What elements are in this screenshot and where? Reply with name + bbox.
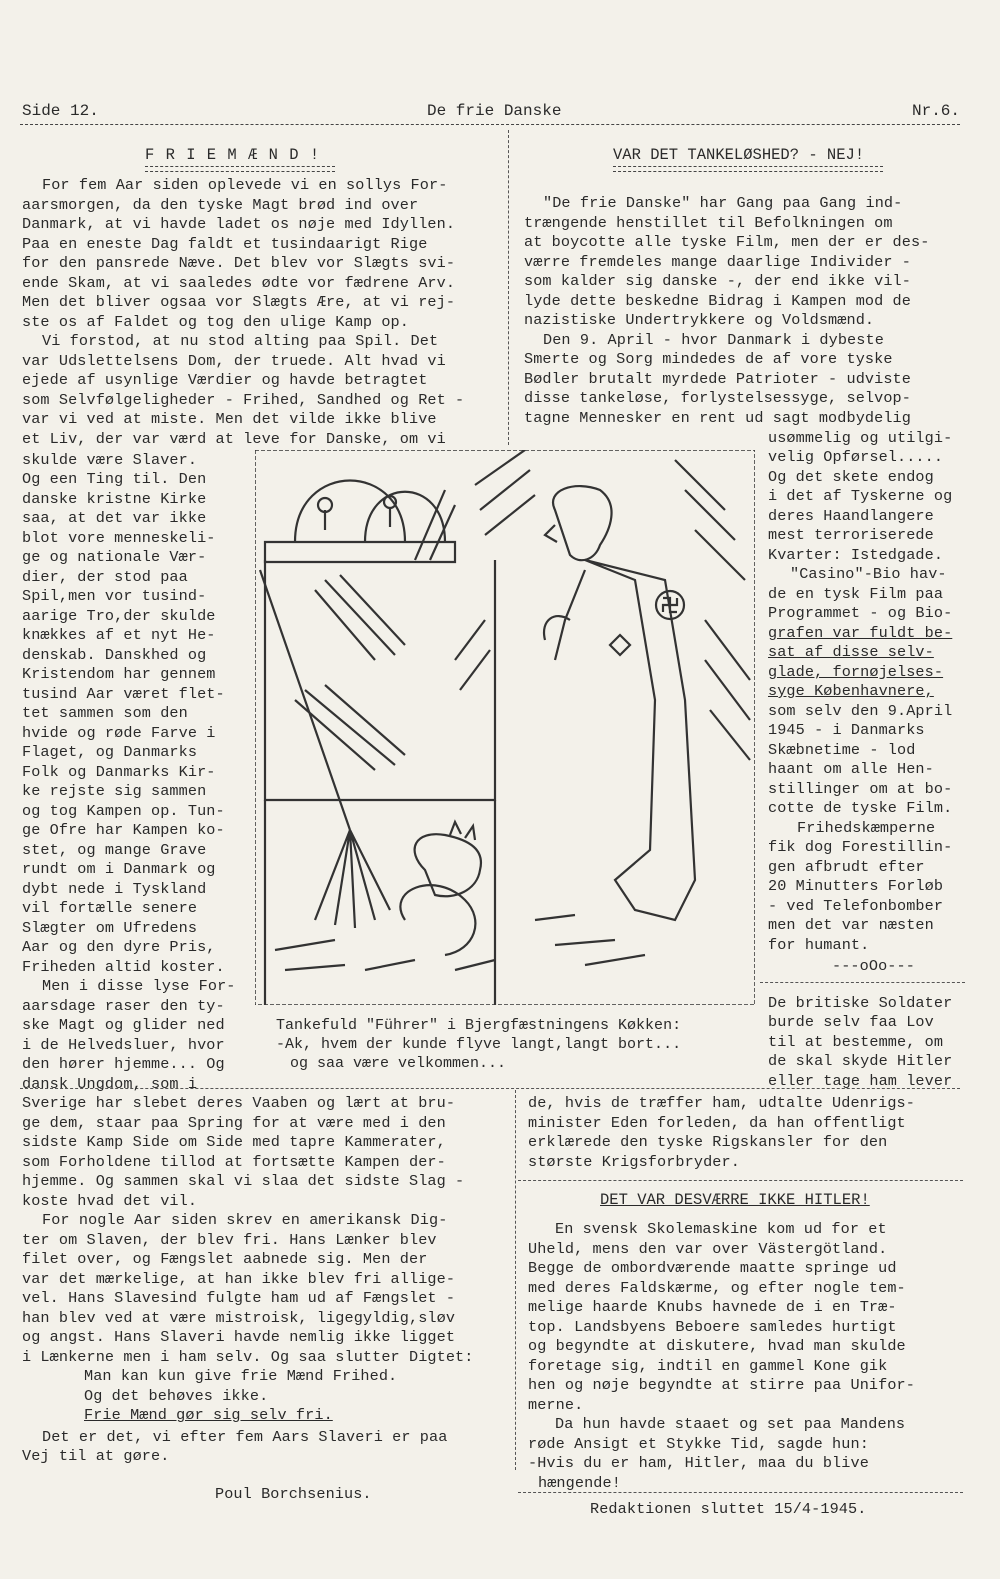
text-line: top. Landsbyens Beboere samledes hurtigt: [528, 1318, 897, 1336]
cartoon-caption: og saa være velkommen...: [290, 1055, 507, 1072]
text-line: -Hvis du er ham, Hitler, maa du blive: [528, 1454, 869, 1472]
text-line: for humant.: [768, 936, 870, 954]
text-line: 20 Minutters Forløb: [768, 877, 944, 895]
text-line: saa, at det var ikke: [22, 509, 207, 527]
text-line: Det er det, vi efter fem Aars Slaveri er paa: [42, 1428, 448, 1446]
text-line: Og een Ting til. Den: [22, 470, 207, 488]
text-line: ske Magt og glider ned: [22, 1016, 225, 1034]
text-line: danske kristne Kirke: [22, 490, 207, 508]
text-line: som kalder sig danske -, der end ikke vil-: [524, 272, 911, 290]
article-title-ikke-hitler: DET VAR DESVÆRRE IKKE HITLER!: [600, 1191, 870, 1209]
text-line: melige haarde Knubs havnede de i en Træ-: [528, 1298, 897, 1316]
text-line: de skal skyde Hitler: [768, 1052, 953, 1070]
text-line: burde selv faa Lov: [768, 1013, 934, 1031]
text-line: Danmark, at vi havde ladet os nøje med Idyllen.: [22, 215, 456, 233]
end-mark: ---oOo---: [832, 957, 915, 975]
text-line: i det af Tyskerne og: [768, 487, 953, 505]
text-line: Folk og Danmarks Kir-: [22, 763, 216, 781]
text-line: som selv den 9.April: [768, 702, 953, 720]
text-line: Kristendom har gennem: [22, 665, 216, 683]
column-divider: [508, 130, 509, 445]
text-line: For fem Aar siden oplevede vi en sollys For-: [42, 176, 448, 194]
text-line: dybt nede i Tyskland: [22, 880, 207, 898]
text-line: Slægter om Ufredens: [22, 919, 198, 937]
text-line: knækkes af et nyt He-: [22, 626, 216, 644]
text-line: cotte de tyske Film.: [768, 799, 953, 817]
text-line: dansk Ungdom, som i: [22, 1075, 198, 1093]
text-line: tet sammen som den: [22, 704, 188, 722]
text-line: Vej til at gøre.: [22, 1447, 170, 1465]
text-line: Og det skete endog: [768, 468, 934, 486]
text-line: for den pansrede Næve. Det blev vor Slægts svi-: [22, 254, 456, 272]
text-line: aarsdage raser den ty-: [22, 997, 225, 1015]
text-line: stet, og mange Grave: [22, 841, 207, 859]
text-line: de, hvis de træffer ham, udtalte Udenrigs-: [528, 1094, 915, 1112]
text-line: sidste Kamp Side om Side med tapre Kammerater,: [22, 1133, 446, 1151]
text-line: foretage sig, indtil en gammel Kone gik: [528, 1357, 888, 1375]
text-line: de en tysk Film paa: [768, 585, 944, 603]
text-line: lyde dette beskedne Bidrag i Kampen mod de: [524, 292, 911, 310]
poem-line: Og det behøves ikke.: [84, 1387, 269, 1405]
text-line: grafen var fuldt be-: [768, 624, 953, 642]
editorial-closing-date: Redaktionen sluttet 15/4-1945.: [590, 1500, 867, 1518]
text-line: "Casino"-Bio hav-: [790, 565, 947, 583]
text-line: og begyndte at diskutere, hvad man skulde: [528, 1337, 906, 1355]
text-line: vil fortælle senere: [22, 899, 198, 917]
text-line: at boycotte alle tyske Film, men der er des-: [524, 233, 930, 251]
text-line: Da hun havde staaet og set paa Mandens: [555, 1415, 906, 1433]
text-line: glade, fornøjelses-: [768, 663, 944, 681]
text-line: mest terroriserede: [768, 526, 934, 544]
text-line: og tog Kampen op. Tun-: [22, 802, 225, 820]
text-line: rundt om i Danmark og: [22, 860, 216, 878]
text-line: hjemme. Og sammen skal vi slaa det sidste Slag -: [22, 1172, 465, 1190]
text-line: var det mærkelige, at han ikke blev fri allige-: [22, 1270, 456, 1288]
text-line: Den 9. April - hvor Danmark i dybeste: [543, 331, 884, 349]
text-line: sat af disse selv-: [768, 643, 934, 661]
text-line: fik dog Forestillin-: [768, 838, 953, 856]
text-line: denskab. Danskhed og: [22, 646, 207, 664]
text-line: største Krigsforbryder.: [528, 1153, 740, 1171]
text-line: et Liv, der var værd at leve for Danske, om vi: [22, 430, 446, 448]
text-line: hvide og røde Farve i: [22, 724, 216, 742]
poem-line: Man kan kun give frie Mænd Frihed.: [84, 1367, 398, 1385]
text-line: Uheld, mens den var over Västergötland.: [528, 1240, 888, 1258]
page-number: Side 12.: [22, 102, 99, 120]
text-line: "De frie Danske" har Gang paa Gang ind-: [543, 194, 903, 212]
text-line: aarige Tro,der skulde: [22, 607, 216, 625]
text-line: ejede af usynlige Værdier og havde betragtet: [22, 371, 428, 389]
text-line: erklærede den tyske Rigskansler for den: [528, 1133, 888, 1151]
text-line: Kvarter: Istedgade.: [768, 546, 944, 564]
text-line: var Udslettelsens Dom, der truede. Alt hvad vi: [22, 352, 446, 370]
text-line: Men det bliver ogsaa vor Slægts Ære, at vi rej-: [22, 293, 456, 311]
text-line: trængende henstillet til Befolkningen om: [524, 214, 893, 232]
text-line: ter om Slaven, der blev fri. Hans Lænker blev: [22, 1231, 437, 1249]
text-line: og angst. Hans Slaveri havde nemlig ikke ligget: [22, 1328, 456, 1346]
text-line: hængende!: [538, 1474, 621, 1492]
text-line: tagne Mennesker en rent ud sagt modbydelig: [524, 409, 911, 427]
cartoon-illustration: [255, 450, 755, 1005]
text-line: ende Skam, at vi saaledes ødte vor fædrene Arv.: [22, 274, 456, 292]
text-line: Programmet - og Bio-: [768, 604, 953, 622]
text-line: haant om alle Hen-: [768, 760, 934, 778]
text-line: skulde være Slaver.: [22, 451, 198, 469]
text-line: i de Helvedsluer, hvor: [22, 1036, 225, 1054]
text-line: Paa en eneste Dag faldt et tusindaarigt Rige: [22, 235, 428, 253]
poem-line: Frie Mænd gør sig selv fri.: [84, 1406, 333, 1424]
text-line: aarsmorgen, da den tyske Magt brød ind over: [22, 196, 419, 214]
text-line: Frihedskæmperne: [797, 819, 936, 837]
title-underline: [613, 166, 883, 172]
text-line: ke rejste sig sammen: [22, 782, 207, 800]
article-separator: [760, 982, 965, 983]
text-line: For nogle Aar siden skrev en amerikansk Dig-: [42, 1211, 448, 1229]
column-divider-lower: [515, 1090, 516, 1470]
text-line: Aar og den dyre Pris,: [22, 938, 216, 956]
text-line: merne.: [528, 1396, 584, 1414]
text-line: - ved Telefonbomber: [768, 897, 944, 915]
text-line: eller tage ham lever: [768, 1072, 953, 1090]
text-line: dier, der stod paa: [22, 568, 188, 586]
text-line: Friheden altid koster.: [22, 958, 225, 976]
cartoon-drawing: [255, 450, 755, 1005]
text-line: Bødler brutalt myrdede Patrioter - udviste: [524, 370, 911, 388]
issue-number: Nr.6.: [912, 102, 961, 120]
text-line: hen og nøje begyndte at stirre paa Unifor-: [528, 1376, 915, 1394]
text-line: som Selvfølgeligheder - Frihed, Sandhed og Ret -: [22, 391, 465, 409]
text-line: deres Haandlangere: [768, 507, 934, 525]
text-line: blot vore menneskeli-: [22, 529, 216, 547]
text-line: tusind Aar været flet-: [22, 685, 225, 703]
text-line: gen afbrudt efter: [768, 858, 925, 876]
text-line: Spil,men vor tusind-: [22, 587, 207, 605]
text-line: ste os af Faldet og tog den ulige Kamp op.: [22, 313, 409, 331]
article-title-tankeloeshed: VAR DET TANKELØSHED? - NEJ!: [613, 146, 865, 164]
text-line: syge Københavnere,: [768, 682, 934, 700]
text-line: han blev ved at være mistroisk, ligegyldig,sløv: [22, 1309, 456, 1327]
article-title-frie-maend: F R I E M Æ N D !: [145, 146, 321, 164]
text-line: som Forholdene tillod at fortsætte Kampen der-: [22, 1153, 446, 1171]
text-line: var vi ved at miste. Men det vilde ikke blive: [22, 410, 437, 428]
text-line: vel. Hans Slavesind fulgte ham ud af Fængslet -: [22, 1289, 456, 1307]
title-underline: [145, 166, 335, 172]
text-line: disse tankeløse, forlystelsessyge, selvop-: [524, 389, 911, 407]
text-line: Begge de ombordværende maatte springe ud: [528, 1259, 897, 1277]
text-line: den hører hjemme... Og: [22, 1055, 225, 1073]
text-line: men det var næsten: [768, 916, 934, 934]
text-line: koste hvad det vil.: [22, 1192, 198, 1210]
text-line: 1945 - i Danmarks: [768, 721, 925, 739]
author-signature: Poul Borchsenius.: [215, 1485, 372, 1503]
text-line: velig Opførsel.....: [768, 448, 944, 466]
text-line: filet over, og Fængslet aabnede sig. Men der: [22, 1250, 428, 1268]
text-line: stillinger om at bo-: [768, 780, 953, 798]
text-line: Smerte og Sorg mindedes de af vore tyske: [524, 350, 893, 368]
text-line: med deres Faldskærme, og efter nogle tem-: [528, 1279, 906, 1297]
text-line: nazistiske Undertrykkere og Voldsmænd.: [524, 311, 875, 329]
text-line: usømmelig og utilgi-: [768, 429, 953, 447]
text-line: værre fremdeles mange daarlige Individer -: [524, 253, 911, 271]
text-line: ge og nationale Vær-: [22, 548, 207, 566]
text-line: Sverige har slebet deres Vaaben og lært at bru-: [22, 1094, 456, 1112]
text-line: Flaget, og Danmarks: [22, 743, 198, 761]
text-line: til at bestemme, om: [768, 1033, 944, 1051]
text-line: i Lænkerne men i ham selv. Og saa slutter Digtet:: [22, 1348, 474, 1366]
text-line: De britiske Soldater: [768, 994, 953, 1012]
cartoon-caption: Tankefuld "Führer" i Bjergfæstningens Køkken:: [276, 1017, 682, 1034]
text-line: røde Ansigt et Stykke Tid, sagde hun:: [528, 1435, 869, 1453]
text-line: Skæbnetime - lod: [768, 741, 916, 759]
header-rule: [20, 124, 960, 125]
text-line: Men i disse lyse For-: [42, 977, 236, 995]
newspaper-title: De frie Danske: [427, 102, 562, 120]
article-separator: [518, 1180, 963, 1181]
text-line: minister Eden forleden, da han offentligt: [528, 1114, 906, 1132]
text-line: ge Ofre har Kampen ko-: [22, 821, 225, 839]
text-line: En svensk Skolemaskine kom ud for et: [555, 1220, 887, 1238]
cartoon-caption: -Ak, hvem der kunde flyve langt,langt bort...: [276, 1036, 682, 1053]
text-line: ge dem, staar paa Spring for at være med i den: [22, 1114, 446, 1132]
text-line: Vi forstod, at nu stod alting paa Spil. Det: [42, 332, 439, 350]
